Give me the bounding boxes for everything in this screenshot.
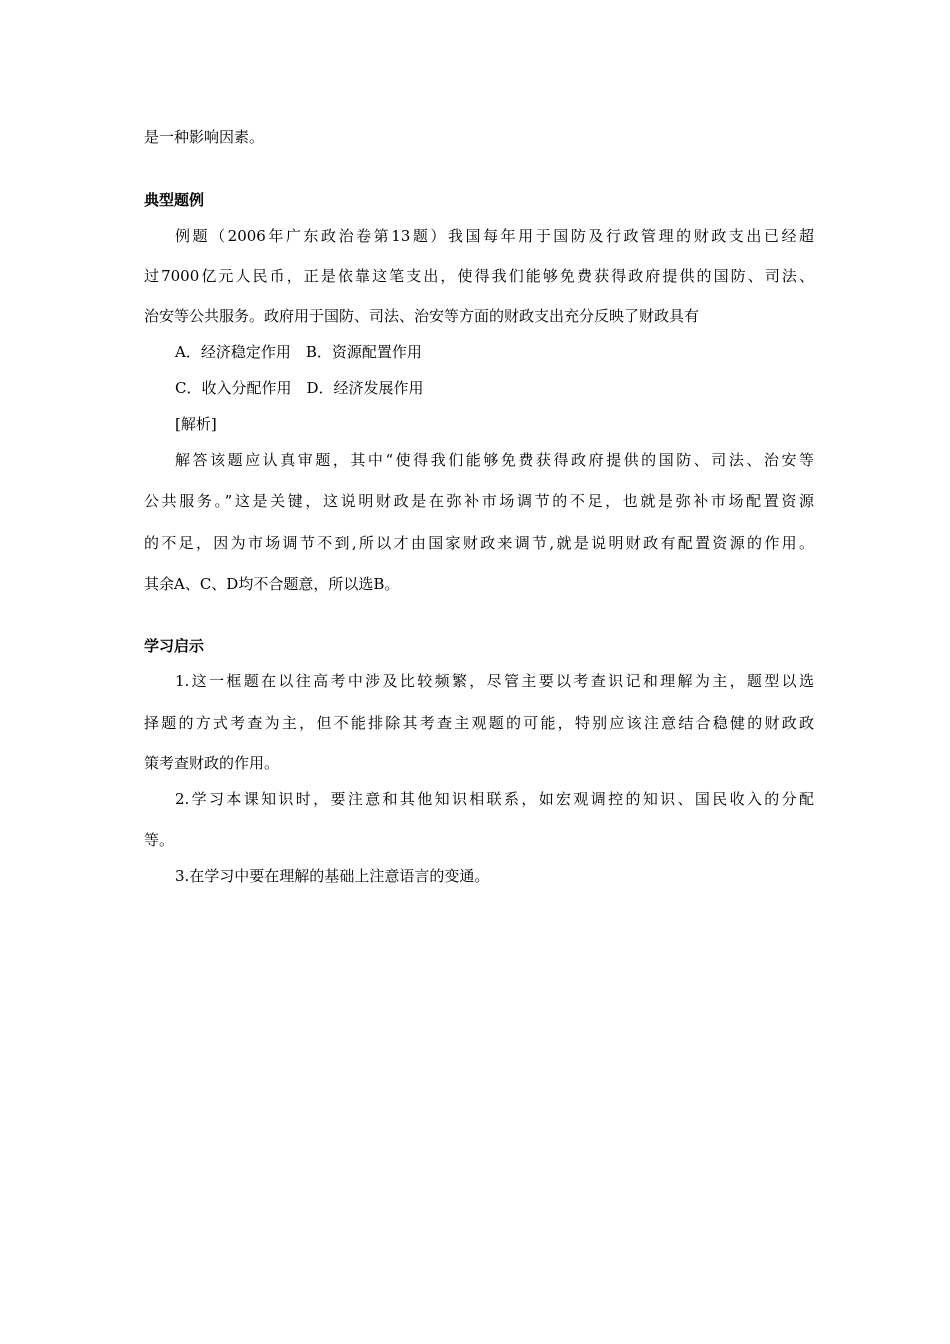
question-line-1: 例题（2006年广东政治卷第13题）我国每年用于国防及行政管理的财政支出已经超 — [175, 227, 814, 245]
study-section-heading: 学习启示 — [144, 637, 205, 655]
study-point-3-line-1: 3.在学习中要在理解的基础上注意语言的变通。 — [175, 867, 490, 885]
analysis-label: [解析] — [175, 415, 217, 433]
analysis-line-2: 公共服务。”这是关键，这说明财政是在弥补市场调节的不足，也就是弥补市场配置资源 — [144, 492, 814, 510]
study-point-1-line-1: 1.这一框题在以往高考中涉及比较频繁，尽管主要以考查识记和理解为主，题型以选 — [175, 672, 814, 690]
option-c-d: C．收入分配作用 D．经济发展作用 — [175, 379, 424, 397]
analysis-line-3: 的不足，因为市场调节不到,所以才由国家财政来调节,就是说明财政有配置资源的作用。 — [144, 534, 814, 552]
example-section-heading: 典型题例 — [144, 191, 205, 209]
question-line-3: 治安等公共服务。政府用于国防、司法、治安等方面的财政支出充分反映了财政具有 — [144, 307, 700, 325]
intro-continuation: 是一种影响因素。 — [144, 128, 265, 146]
study-point-1-line-2: 择题的方式考查为主，但不能排除其考查主观题的可能，特别应该注意结合稳健的财政政 — [144, 714, 814, 732]
option-a-b: A．经济稳定作用 B．资源配置作用 — [175, 343, 422, 361]
question-line-2: 过7000亿元人民币，正是依靠这笔支出，使得我们能够免费获得政府提供的国防、司法、 — [144, 267, 814, 285]
analysis-line-1: 解答该题应认真审题，其中“使得我们能够免费获得政府提供的国防、司法、治安等 — [175, 451, 814, 469]
analysis-line-4: 其余A、C、D均不合题意，所以选B。 — [144, 575, 400, 593]
study-point-2-line-1: 2.学习本课知识时，要注意和其他知识相联系，如宏观调控的知识、国民收入的分配 — [175, 790, 814, 808]
study-point-2-line-2: 等。 — [144, 831, 175, 849]
study-point-1-line-3: 策考查财政的作用。 — [144, 754, 280, 772]
